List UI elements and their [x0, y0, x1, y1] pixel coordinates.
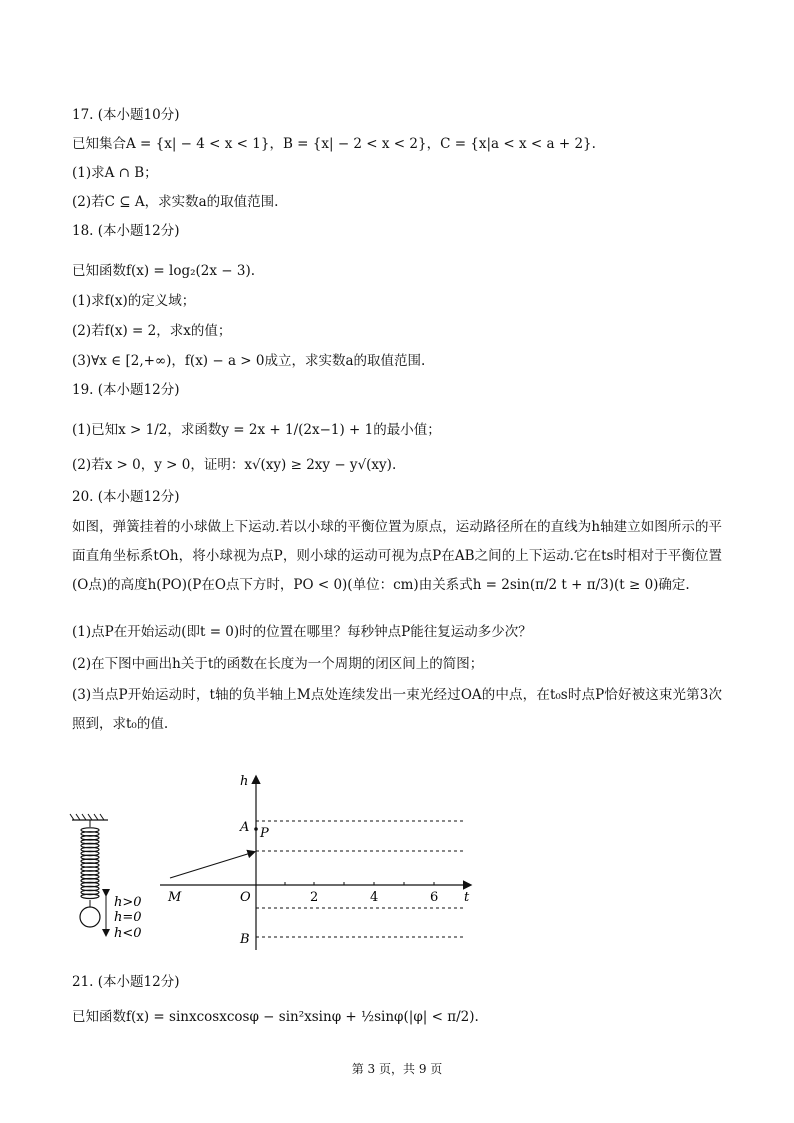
- legend-hpos: h>0: [114, 895, 142, 910]
- t-axis-label: t: [464, 890, 470, 905]
- tick-2: 2: [310, 890, 319, 905]
- spring-icon: [70, 814, 108, 927]
- q20-header: 20. (本小题12分): [72, 489, 180, 505]
- point-P-dot: [254, 827, 258, 831]
- q19-part2: (2)若x > 0，y > 0，证明：x√(xy) ≥ 2xy − y√(xy).: [72, 457, 397, 473]
- legend-hzero: h=0: [114, 910, 142, 925]
- q17-part2: (2)若C ⊆ A，求实数a的取值范围.: [72, 194, 279, 210]
- q20-stem: 如图，弹簧挂着的小球做上下运动.若以小球的平衡位置为原点，运动路径所在的直线为h轴建立如图所示的平面直角坐标系tOh，将小球视为点P，则小球的运动可视为点P在AB之间的上下运动.它在ts时相对于平衡位置(O点)的高度h(PO)(P在O点下方时，PO < 0)(单位：cm)由关系式h = 2sin(π/2 t + π/3)(t ≥ 0)确定.: [72, 519, 722, 593]
- q17-header: 17. (本小题10分): [72, 107, 180, 123]
- q18-part1: (1)求f(x)的定义域；: [72, 293, 196, 309]
- tick-4: 4: [370, 890, 379, 905]
- q20-part2: (2)在下图中画出h关于t的函数在长度为一个周期的闭区间上的简图；: [72, 656, 484, 672]
- q19-header: 19. (本小题12分): [72, 382, 180, 398]
- legend-hneg: h<0: [114, 926, 142, 941]
- q18-part2: (2)若f(x) = 2，求x的值；: [72, 323, 232, 339]
- point-P-label: P: [260, 826, 269, 841]
- point-B-label: B: [240, 932, 250, 947]
- tick-6: 6: [430, 890, 439, 905]
- q21-stem: 已知函数f(x) = sinxcosxcosφ − sin²xsinφ + ½sinφ(|φ| < π/2).: [72, 1009, 479, 1025]
- point-A-label: A: [240, 820, 250, 835]
- q18-part3: (3)∀x ∈ [2,+∞)，f(x) − a > 0成立，求实数a的取值范围.: [72, 353, 426, 369]
- point-O-label: O: [240, 890, 251, 905]
- q17-part1: (1)求A ∩ B；: [72, 165, 158, 181]
- q19-part1: (1)已知x > 1/2，求函数y = 2x + 1/(2x−1) + 1的最小值；: [72, 422, 441, 438]
- page-footer: 第 3 页，共 9 页: [351, 1062, 443, 1076]
- q21-header: 21. (本小题12分): [72, 974, 180, 990]
- point-M-label: M: [168, 890, 182, 905]
- q18-stem: 已知函数f(x) = log₂(2x − 3).: [72, 263, 256, 279]
- q18-header: 18. (本小题12分): [72, 223, 180, 239]
- light-ray: [170, 852, 254, 878]
- spring-figure: [60, 765, 490, 965]
- h-axis-label: h: [240, 774, 249, 789]
- q20-part3: (3)当点P开始运动时，t轴的负半轴上M点处连续发出一束光经过OA的中点，在t₀s时点P恰好被这束光第3次照到，求t₀的值.: [72, 687, 722, 732]
- q20-part1: (1)点P在开始运动(即t = 0)时的位置在哪里？每秒钟点P能往复运动多少次？: [72, 624, 532, 640]
- q17-stem: 已知集合A = {x| − 4 < x < 1}，B = {x| − 2 < x < 2}，C = {x|a < x < a + 2}.: [72, 136, 596, 152]
